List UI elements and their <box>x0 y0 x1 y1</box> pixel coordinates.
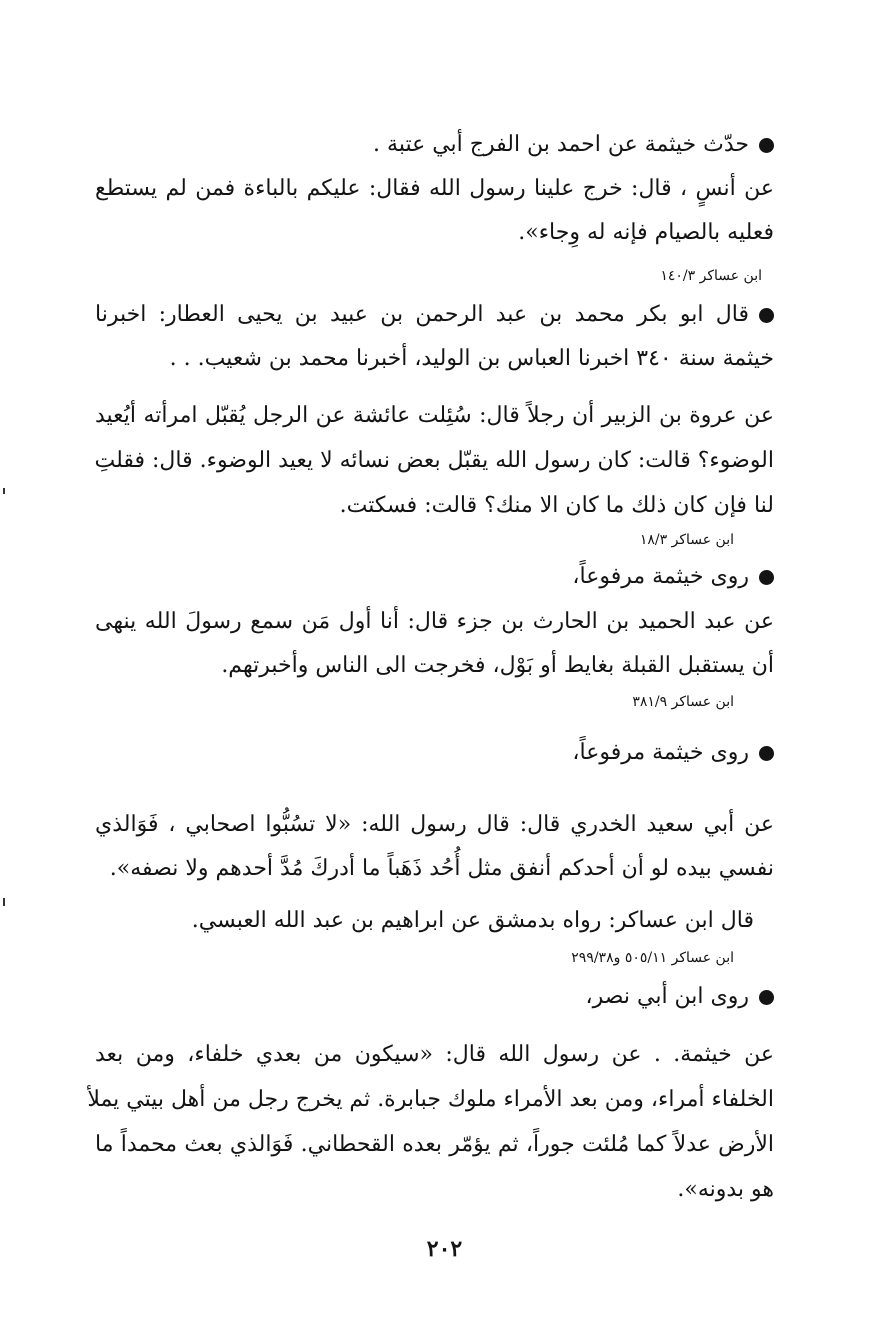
entry-4-note: قال ابن عساكر: رواه بدمشق عن ابراهيم بن عبد الله العبسي. <box>191 908 754 933</box>
entry-5-line-4: هو بدونه». <box>677 1177 774 1202</box>
entry-5-line-2: الخلفاء أمراء، ومن بعد الأمراء ملوك جبابرة. ثم يخرج رجل من أهل بيتي يملأ <box>87 1087 774 1112</box>
entry-1-source: ابن عساكر ١٤٠/٣ <box>660 268 762 284</box>
entry-1-heading-text: حدّث خيثمة عن احمد بن الفرج أبي عتبة . <box>373 132 749 157</box>
entry-2-heading-text: قال ابو بكر محمد بن عبد الرحمن بن عبيد بن يحيى العطار: اخبرنا <box>95 302 749 327</box>
entry-1-line-1: عن أنسٍ ، قال: خرج علينا رسول الله فقال: عليكم بالباءة فمن لم يستطع <box>95 176 774 201</box>
page-number: ٢٠٢ <box>426 1236 463 1262</box>
entry-1-heading <box>95 128 774 162</box>
entry-2-heading-cont: خيثمة سنة ٣٤٠ اخبرنا العباس بن الوليد، أخبرنا محمد بن شعيب. . . <box>169 346 774 371</box>
entry-4-source: ابن عساكر ٥٠٥/١١ و٢٩٩/٣٨ <box>571 950 734 966</box>
entry-5-heading <box>95 980 774 1014</box>
entry-3-heading-text: روى خيثمة مرفوعاً، <box>572 564 749 589</box>
bullet-icon <box>759 570 774 585</box>
entry-4-heading <box>95 736 774 770</box>
entry-2-heading <box>95 298 774 332</box>
entry-2-line-3: لنا فإن كان ذلك ما كان الا منك؟ قالت: فسكتت. <box>339 493 774 518</box>
entry-5-heading-text: روى ابن أبي نصر، <box>585 984 749 1009</box>
entry-3-line-2: أن يستقبل القبلة بغايط أو بَوْل، فخرجت الى الناس وأخبرتهم. <box>221 653 774 678</box>
bullet-icon <box>759 308 774 323</box>
scan-mark <box>3 488 5 494</box>
entry-2-line-1: عن عروة بن الزبير أن رجلاً قال: سُئِلت عائشة عن الرجل يُقبّل امرأته أيُعيد <box>95 403 774 428</box>
entry-4-line-2: نفسي بيده لو أن أحدكم أنفق مثل أُحُد ذَهَباً ما أدركَ مُدَّ أحدهم ولا نصفه». <box>109 856 774 881</box>
entry-2-line-2: الوضوء؟ قالت: كان رسول الله يقبّل بعض نسائه لا يعيد الوضوء. قال: فقلتِ <box>94 448 774 473</box>
entry-4-heading-text: روى خيثمة مرفوعاً، <box>572 740 749 765</box>
entry-3-line-1: عن عبد الحميد بن الحارث بن جزء قال: أنا أول مَن سمع رسولَ الله ينهى <box>95 609 774 634</box>
entry-5-line-3: الأرض عدلاً كما مُلئت جوراً، ثم يؤمّر بعده القحطاني. فَوَالذي بعث محمداً ما <box>95 1132 774 1157</box>
entry-4-line-1: عن أبي سعيد الخدري قال: قال رسول الله: «لا تسُبُّوا اصحابي ، فَوَالذي <box>95 812 774 837</box>
scan-mark <box>3 898 5 906</box>
bullet-icon <box>759 746 774 761</box>
entry-2-source: ابن عساكر ١٨/٣ <box>639 532 734 548</box>
entry-1-line-2: فعليه بالصيام فإنه له وِجاء». <box>518 220 774 245</box>
entry-3-source: ابن عساكر ٣٨١/٩ <box>632 694 734 710</box>
entry-3-heading <box>95 560 774 594</box>
bullet-icon <box>759 990 774 1005</box>
bullet-icon <box>759 138 774 153</box>
entry-5-line-1: عن خيثمة. . عن رسول الله قال: «سيكون من بعدي خلفاء، ومن بعد <box>95 1042 774 1067</box>
